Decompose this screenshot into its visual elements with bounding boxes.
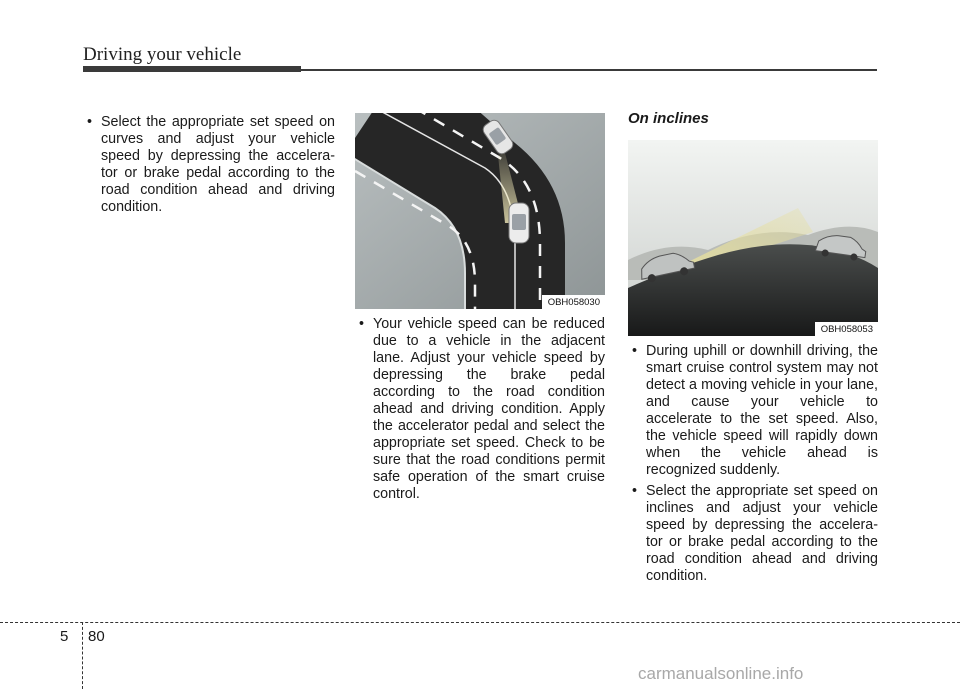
header-rule-thin	[301, 69, 877, 71]
watermark[interactable]: carmanualsonline.info	[638, 664, 804, 683]
incline-graphic	[628, 140, 878, 336]
figure-code: OBH058030	[542, 295, 605, 309]
header-rule-thick	[83, 66, 301, 72]
page-number: 80	[88, 628, 105, 645]
bullet-item: • During uphill or downhill driving, the smart cruise control system may not detect a moving vehicle in your lane, and cause your vehicle to accelerate to the set speed. Also, the vehicle speed will rapidly down when the vehicle ahead is recognized suddenly.	[628, 343, 878, 479]
chapter-number: 5	[60, 628, 69, 645]
column-2	[355, 316, 605, 507]
bullet-list	[355, 316, 605, 503]
section-heading: On inclines	[628, 110, 709, 127]
incline-road-illustration	[628, 140, 878, 336]
bullet-item: • Select the appropriate set speed on curves and adjust your vehicle speed by depressing the accelera-tor or brake pedal according to the road condition ahead and driving condition.	[83, 114, 335, 216]
figure-code: OBH058053	[815, 322, 878, 336]
column-1	[83, 114, 335, 220]
column-3	[628, 343, 878, 589]
bullet-item: • Select the appropriate set speed on inclines and adjust your vehicle speed by depressing the accelera-tor or brake pedal according to the road condition ahead and driving condition.	[628, 483, 878, 585]
page-header-title: Driving your vehicle	[83, 44, 242, 65]
footer-divider	[82, 622, 83, 689]
bullet-list	[83, 114, 335, 216]
curve-road-illustration	[355, 113, 605, 309]
footer-rule	[0, 622, 960, 623]
bullet-item: • Your vehicle speed can be reduced due to a vehicle in the adjacent lane. Adjust your vehicle speed by depressing the brake pedal according to the road condition ahead and driving condition. Apply the accelerator pedal and select the appropriate set speed. Check to be sure that the road conditions permit safe operation of the smart cruise control.	[355, 316, 605, 503]
curve-road-graphic	[355, 113, 605, 309]
bullet-list	[628, 343, 878, 585]
